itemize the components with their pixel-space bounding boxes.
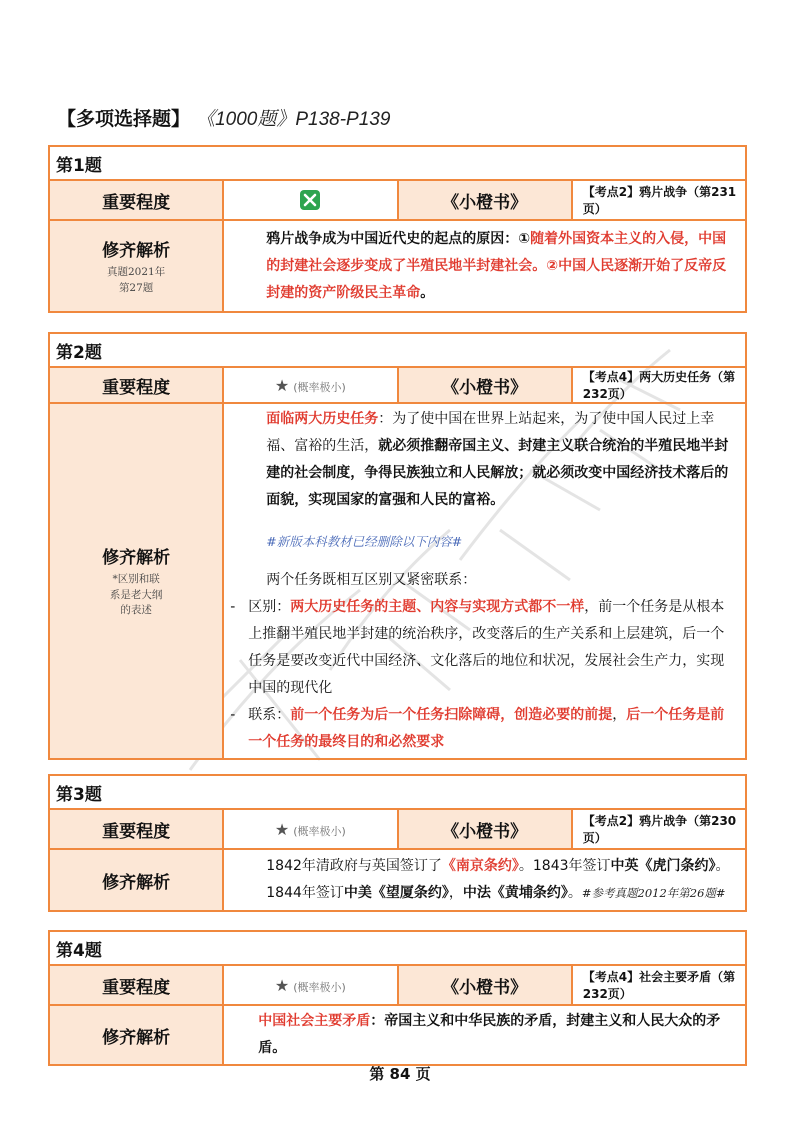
highlight-text: 中国社会主要矛盾	[258, 1013, 371, 1029]
bullet-connection	[230, 702, 737, 756]
side-note: 真题2021年	[107, 265, 166, 278]
analysis-label: 修齐解析	[49, 1005, 223, 1065]
knowledge-point: 【考点2】鸦片战争（第231页）	[572, 180, 746, 220]
question-4-card	[48, 930, 747, 1066]
bold-text: 中英《虎门条约》	[610, 858, 716, 874]
importance-label: 重要程度	[49, 180, 223, 220]
analysis-text: 1842年清政府与英国签订了	[266, 858, 442, 874]
question-1-card	[48, 145, 747, 313]
cross-mark-icon	[300, 190, 320, 210]
section-heading	[57, 104, 390, 131]
analysis-label: 修齐解析	[102, 240, 171, 261]
analysis-content	[223, 1005, 746, 1065]
analysis-text: ：为了使中国在世界上站起来，为了使中国人民过上幸福、富裕的生活，	[266, 411, 715, 454]
question-2-card	[48, 332, 747, 760]
knowledge-point: 【考点2】鸦片战争（第230页）	[572, 809, 746, 849]
probability-note: (概率极小)	[293, 380, 346, 394]
exam-citation: #参考真题2012年第26题#	[581, 886, 726, 900]
book-label: 《小橙书》	[398, 367, 572, 403]
highlight-text: 两大历史任务的主题、内容与实现方式都不一样	[290, 599, 585, 615]
highlight-text: 《南京条约》	[441, 858, 519, 874]
bold-text: ：帝国主义和中华民族的矛盾，封建主义和人民大众的矛盾。	[258, 1013, 721, 1056]
side-note: 第27题	[118, 281, 154, 294]
book-label: 《小橙书》	[398, 965, 572, 1005]
bullet-marker: -	[230, 599, 236, 615]
bold-text: 中美《望厦条约》	[343, 885, 449, 901]
importance-label: 重要程度	[49, 367, 223, 403]
side-note: 系是老大纲	[109, 588, 163, 601]
question-title: 第2题	[49, 333, 746, 367]
probability-note: (概率极小)	[293, 980, 346, 994]
knowledge-point: 【考点4】两大历史任务（第232页）	[572, 367, 746, 403]
analysis-label-cell	[49, 403, 223, 759]
star-icon: ★	[274, 375, 290, 395]
analysis-label-cell	[49, 220, 223, 312]
highlight-text: 前一个任务为后一个任务扫除障碍，创造必要的前提	[290, 707, 613, 723]
page-number: 第 84 页	[369, 1065, 431, 1083]
highlight-text: 面临两大历史任务	[266, 411, 379, 427]
analysis-label: 修齐解析	[49, 849, 223, 911]
bullet-difference	[230, 594, 737, 702]
analysis-text: ，前一个任务是从根本上推翻半殖民地半封建的统治秩序，改变落后的生产关系和上层建筑，后一个任务是要改变近代中国经济、文化落后的地位和状况，发展社会生产力，实现中国的现代化	[248, 599, 725, 696]
bullet-marker: -	[230, 707, 236, 723]
side-note: *区别和联	[112, 572, 160, 585]
paragraph: 两个任务既相互区别又紧密联系：	[266, 572, 477, 588]
analysis-content	[223, 403, 746, 759]
analysis-content	[223, 849, 746, 911]
analysis-text: 。1844年签订	[266, 858, 730, 901]
importance-label: 重要程度	[49, 965, 223, 1005]
probability-note: (概率极小)	[293, 824, 346, 838]
star-icon: ★	[274, 975, 290, 995]
analysis-text: 鸦片战争成为中国近代史的起点的原因：①	[266, 230, 531, 247]
side-note: 的表述	[120, 604, 152, 617]
book-label: 《小橙书》	[398, 180, 572, 220]
highlight-text: 随着外国资本主义的入侵，中国的封建社会逐步变成了半殖民地半封建社会。②中国人民逐渐开始了反帝反封建的资产阶级民主革命	[266, 230, 727, 301]
analysis-text: ，	[448, 885, 463, 901]
analysis-text: ，	[612, 707, 627, 723]
importance-rating	[223, 180, 397, 220]
question-title: 第4题	[49, 931, 746, 965]
importance-label: 重要程度	[49, 809, 223, 849]
analysis-text: 。1843年签订	[518, 858, 611, 874]
analysis-content	[223, 220, 746, 312]
bold-text: 就必须推翻帝国主义、封建主义联合统治的半殖民地半封建的社会制度，争得民族独立和人民解放；就必须改变中国经济技术落后的面貌，实现国家的富强和人民的富裕。	[266, 438, 729, 508]
bullet-label: 区别：	[248, 599, 291, 615]
importance-rating	[223, 809, 397, 849]
importance-rating	[223, 367, 397, 403]
section-source: 《1000题》P138-P139	[196, 109, 391, 130]
bullet-label: 联系：	[248, 707, 291, 723]
section-type: 【多项选择题】	[57, 108, 191, 130]
analysis-text: 。	[420, 284, 435, 301]
highlight-text: 后一个任务是前一个任务的最终目的和必然要求	[248, 707, 725, 750]
question-title: 第1题	[49, 146, 746, 180]
bold-text: 中法《黄埔条约》	[462, 885, 568, 901]
star-icon: ★	[274, 819, 290, 839]
question-3-card	[48, 774, 747, 912]
importance-rating	[223, 965, 397, 1005]
knowledge-point: 【考点4】社会主要矛盾（第232页）	[572, 965, 746, 1005]
analysis-label: 修齐解析	[102, 547, 171, 568]
deleted-content-note: #新版本科教材已经删除以下内容#	[266, 534, 463, 549]
question-title: 第3题	[49, 775, 746, 809]
book-label: 《小橙书》	[398, 809, 572, 849]
paragraph	[230, 406, 737, 514]
analysis-text: 。	[567, 885, 582, 901]
